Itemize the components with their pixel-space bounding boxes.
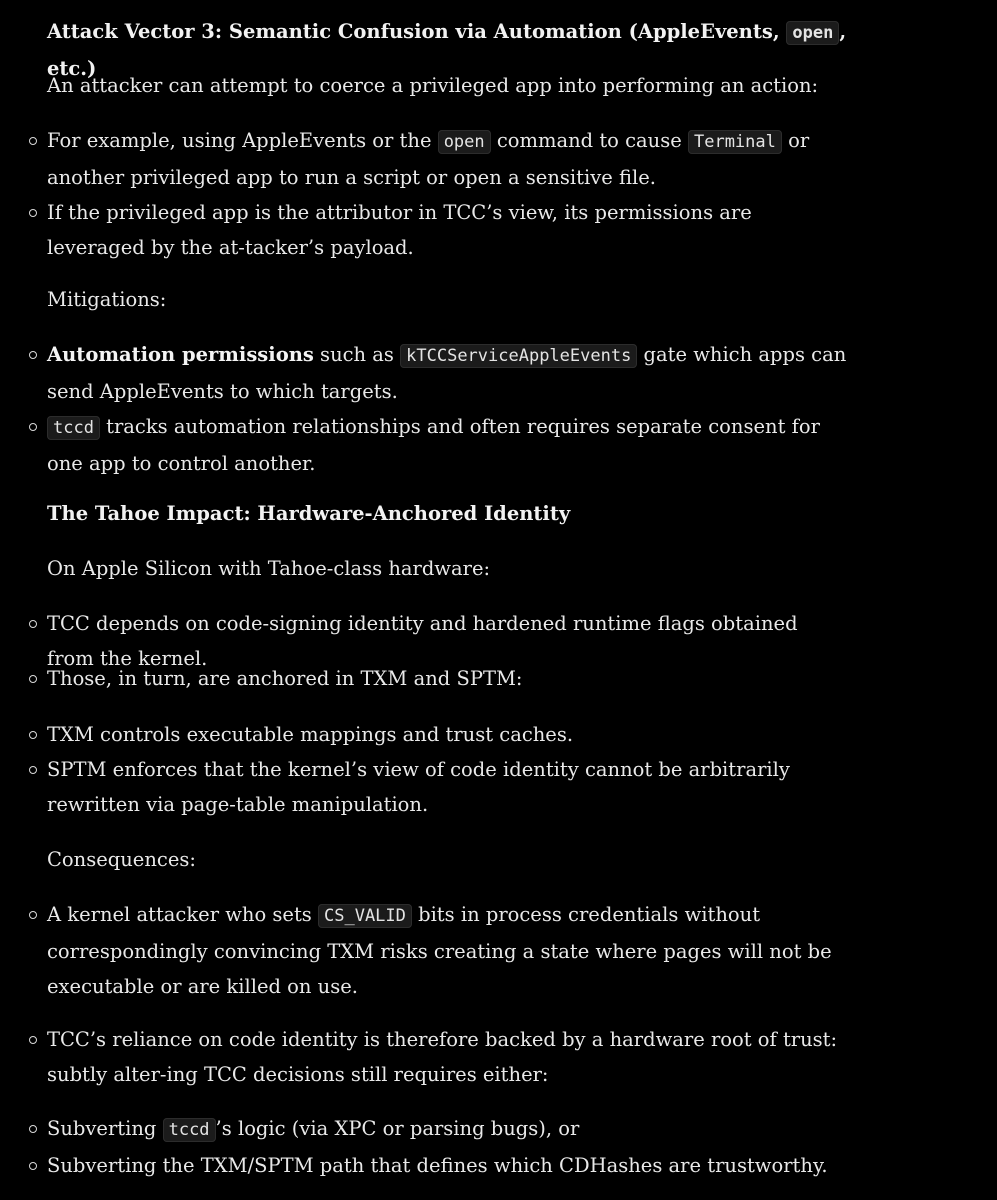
list-item: TCC’s reliance on code identity is therefore backed by a hardware root of trust: subtly alter-ing TCC decisions still requires either: (47, 1022, 847, 1092)
inline-code: tccd (163, 1118, 216, 1142)
bullet-list (47, 337, 847, 481)
inline-code: CS_VALID (318, 904, 412, 928)
paragraph: Mitigations: (47, 288, 167, 311)
text: ’s logic (via XPC or parsing bugs), or (215, 1117, 580, 1140)
text: gate which apps can send AppleEvents to which targets. (47, 343, 847, 403)
inline-code: kTCCServiceAppleEvents (400, 344, 637, 368)
inline-code: tccd (47, 416, 100, 440)
list-item: If the privileged app is the attributor in TCC’s view, its permissions are leveraged by the at-tacker’s payload. (47, 195, 847, 265)
text: For example, using AppleEvents or the (47, 129, 438, 152)
bullet-list (47, 661, 847, 696)
bullet-list (47, 897, 847, 1004)
text: A kernel attacker who sets (47, 903, 318, 926)
list-item (47, 1111, 847, 1148)
bullet-list (47, 123, 847, 265)
list-item: Those, in turn, are anchored in TXM and SPTM: (47, 661, 847, 696)
bullet-list (47, 1022, 847, 1092)
text: command to cause (490, 129, 688, 152)
inline-code: Terminal (688, 130, 782, 154)
list-item: TCC depends on code-signing identity and hardened runtime flags obtained from the kernel. (47, 606, 847, 676)
list-item: SPTM enforces that the kernel’s view of code identity cannot be arbitrarily rewritten via page-table manipulation. (47, 752, 847, 822)
tahoe-heading: The Tahoe Impact: Hardware-Anchored Identity (47, 502, 571, 525)
bullet-list (47, 717, 847, 822)
list-item (47, 409, 847, 481)
text: bits in process credentials without correspondingly convincing TXM risks creating a state where pages will not be executable or are killed on use. (47, 903, 832, 998)
list-item: TXM controls executable mappings and trust caches. (47, 717, 847, 752)
text: such as (313, 343, 401, 366)
heading-text: , etc.) (47, 20, 847, 80)
inline-code: open (786, 21, 839, 45)
list-item: Subverting the TXM/SPTM path that defines which CDHashes are trustworthy. (47, 1148, 847, 1183)
list-item (47, 337, 847, 409)
paragraph: An attacker can attempt to coerce a privileged app into performing an action: (47, 74, 819, 97)
bullet-list (47, 1111, 847, 1183)
bold-text: Automation permissions (47, 343, 314, 366)
list-item (47, 123, 847, 195)
paragraph: On Apple Silicon with Tahoe-class hardware: (47, 557, 491, 580)
list-item (47, 897, 847, 1004)
text: or another privileged app to run a script or open a sensitive file. (47, 129, 810, 189)
heading-text: Attack Vector 3: Semantic Confusion via Automation (AppleEvents, (47, 20, 787, 43)
inline-code: open (438, 130, 491, 154)
text: Subverting (47, 1117, 163, 1140)
text: tracks automation relationships and often requires separate consent for one app to control another. (47, 415, 820, 475)
paragraph: Consequences: (47, 848, 196, 871)
